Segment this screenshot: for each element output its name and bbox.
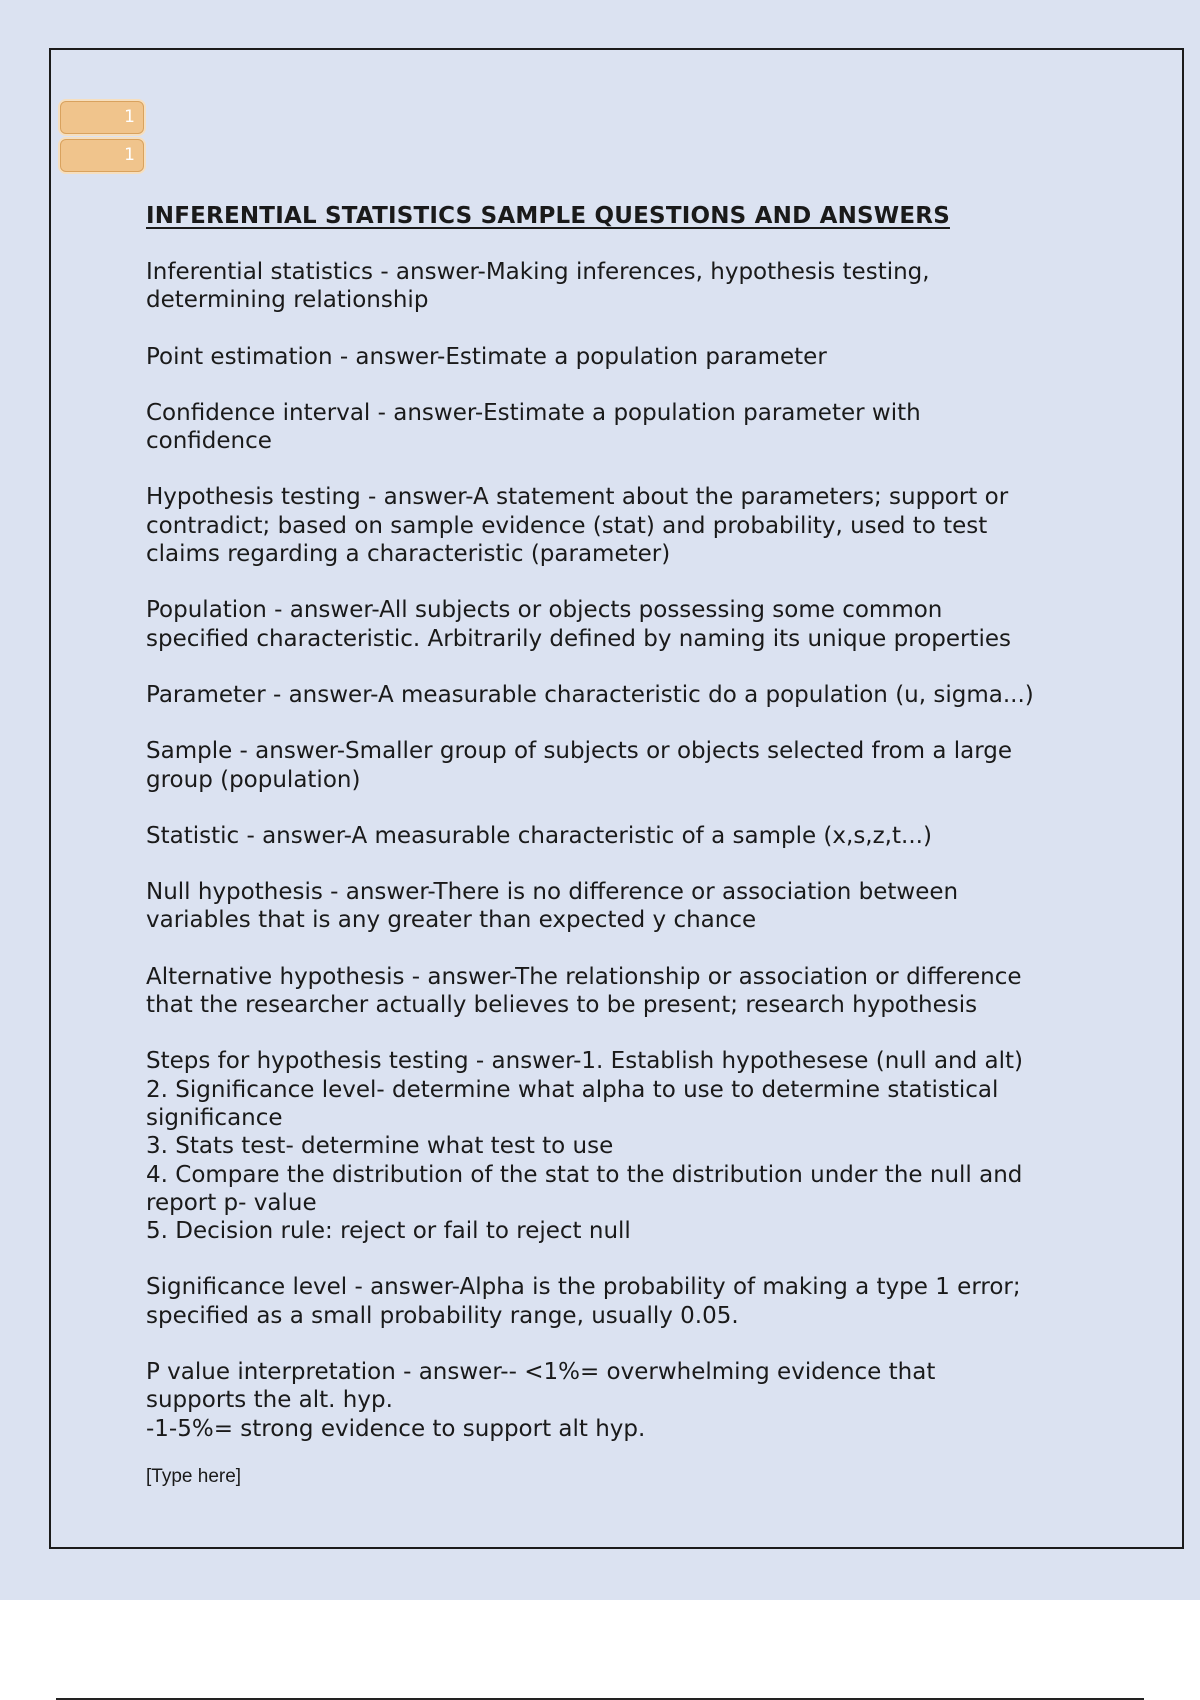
page-number-badge: 1 <box>60 101 144 134</box>
qa-item: Confidence interval - answer-Estimate a population parameter with confidence <box>146 399 921 455</box>
footer-placeholder: [Type here] <box>146 1465 242 1487</box>
qa-item: Steps for hypothesis testing - answer-1. Establish hypothesese (null and alt) 2. Significance level- determine what alpha to use to determine statistical significance 3. Stats test- determine what test to use 4. Compare the distribution of the stat to the distribution under the null and report p- value 5. Decision rule: reject or fail to reject null <box>146 1048 1024 1245</box>
qa-item: P value interpretation - answer-- <1%= overwhelming evidence that supports the alt. hyp. -1-5%= strong evidence to support alt hyp. <box>146 1359 936 1442</box>
qa-item: Population - answer-All subjects or objects possessing some common specified characteristic. Arbitrarily defined by naming its unique properties <box>146 597 1012 652</box>
qa-list <box>146 258 1106 1443</box>
document-body <box>146 200 1106 1491</box>
qa-item: Inferential statistics - answer-Making inferences, hypothesis testing, determining relationship <box>146 259 930 314</box>
qa-item: Hypothesis testing - answer-A statement about the parameters; support or contradict; based on sample evidence (stat) and probability, used to test claims regarding a characteristic (parameter) <box>146 484 1009 568</box>
qa-item: Point estimation - answer-Estimate a population parameter <box>146 343 827 370</box>
qa-item: Alternative hypothesis - answer-The relationship or association or difference that the researcher actually believes to be present; research hypothesis <box>146 963 1022 1019</box>
qa-item: Sample - answer-Smaller group of subjects or objects selected from a large group (population) <box>146 738 1013 793</box>
qa-item: Null hypothesis - answer-There is no difference or association between variables that is any greater than expected y chance <box>146 879 959 934</box>
page-number-badge: 1 <box>60 139 144 172</box>
qa-item: Statistic - answer-A measurable characteristic of a sample (x,s,z,t...) <box>146 822 932 849</box>
document-title: INFERENTIAL STATISTICS SAMPLE QUESTIONS AND ANSWERS <box>146 203 950 229</box>
qa-item: Significance level - answer-Alpha is the probability of making a type 1 error; specified as a small probability range, usually 0.05. <box>146 1274 1021 1329</box>
qa-item: Parameter - answer-A measurable characteristic do a population (u, sigma...) <box>146 681 1034 708</box>
